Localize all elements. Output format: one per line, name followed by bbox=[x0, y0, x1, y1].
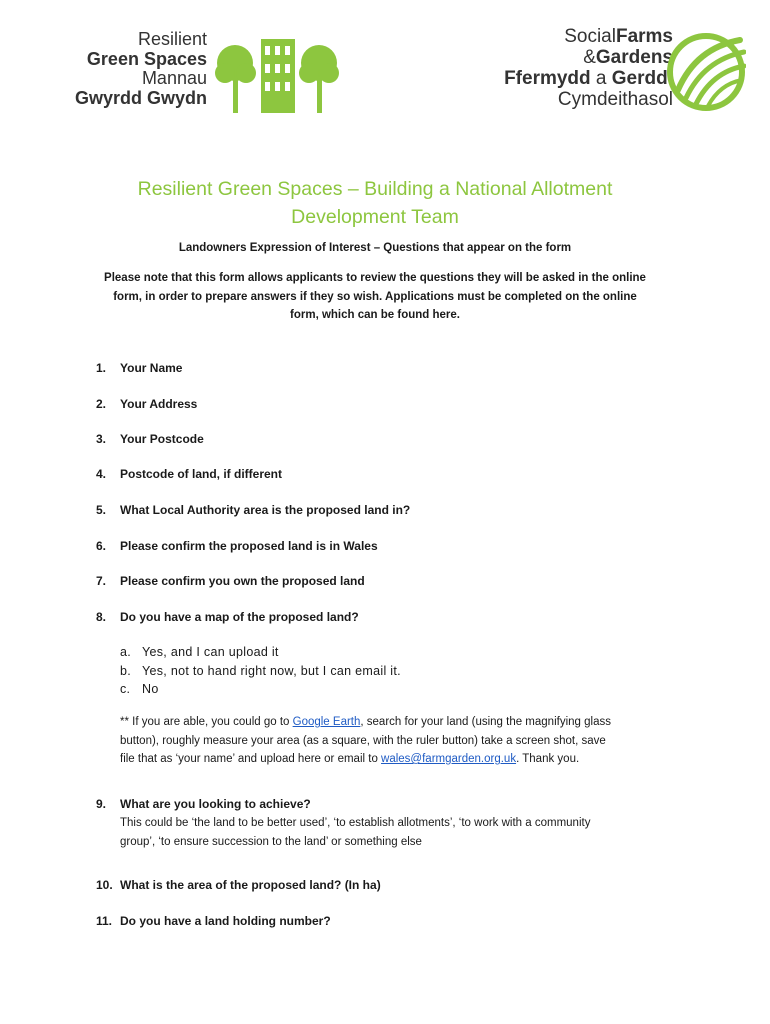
question-text: What Local Authority area is the proposed land in? bbox=[120, 503, 411, 517]
logo-line-gwyrdd-gwydn: Gwyrdd Gwydn bbox=[74, 87, 207, 108]
question-number: 6. bbox=[96, 539, 107, 553]
question-9 bbox=[96, 797, 311, 811]
question-6 bbox=[96, 539, 378, 553]
option-letter: b. bbox=[120, 663, 132, 678]
question-text: Your Address bbox=[120, 397, 198, 411]
tip-text: . Thank you. bbox=[516, 753, 580, 765]
question-number: 1. bbox=[96, 361, 107, 375]
question-9-hint bbox=[120, 814, 590, 851]
tip-text: , search for your land (using the magnifying glass bbox=[360, 716, 611, 728]
question-number: 11. bbox=[96, 914, 113, 928]
option-text: No bbox=[142, 682, 159, 696]
sfg-gerddi: Gerddi bbox=[611, 68, 673, 89]
tip-line-2: button), roughly measure your area (as a square, with the ruler button) take a screen shot, save bbox=[120, 734, 606, 747]
leaf-swirl-icon bbox=[666, 28, 746, 112]
question-number: 9. bbox=[96, 797, 107, 811]
trees-building-icon bbox=[215, 35, 339, 115]
title-line-1: Resilient Green Spaces – Building a National Allotment bbox=[137, 178, 613, 200]
sfg-a: a bbox=[590, 68, 612, 89]
tip-text: ** If you are able, you could go to bbox=[120, 716, 293, 728]
question-text: Do you have a land holding number? bbox=[120, 914, 331, 928]
question-number: 5. bbox=[96, 503, 107, 517]
hint-line-2: group’, ‘to ensure succession to the land’ or something else bbox=[120, 835, 422, 848]
sfg-line-ffermydd bbox=[458, 68, 673, 89]
logo-line-resilient: Resilient bbox=[137, 29, 207, 49]
question-5 bbox=[96, 503, 410, 517]
question-number: 3. bbox=[96, 432, 107, 446]
map-option-a bbox=[120, 643, 401, 662]
sfg-social: Social bbox=[564, 26, 616, 47]
question-text: Do you have a map of the proposed land? bbox=[120, 610, 359, 624]
question-number: 7. bbox=[96, 574, 107, 588]
question-text: What is the area of the proposed land? (In ha) bbox=[120, 878, 381, 892]
logo-line-green-spaces: Green Spaces bbox=[86, 48, 207, 69]
question-number: 10. bbox=[96, 878, 113, 892]
hint-line-1: This could be ‘the land to be better used’, ‘to establish allotments’, ‘to work with a community bbox=[120, 817, 591, 829]
question-text: Postcode of land, if different bbox=[120, 467, 283, 481]
question-11 bbox=[96, 914, 331, 928]
sfg-ampersand: & bbox=[583, 47, 596, 68]
sfg-ffermydd: Ffermydd bbox=[504, 68, 591, 89]
option-letter: a. bbox=[120, 645, 132, 659]
sfg-line-social-farms bbox=[458, 26, 673, 47]
social-farms-gardens-logo bbox=[458, 26, 748, 116]
question-8 bbox=[96, 610, 359, 624]
logo-line-mannau: Mannau bbox=[141, 68, 207, 88]
question-2 bbox=[96, 397, 197, 411]
question-text: Your Postcode bbox=[120, 432, 204, 446]
question-3 bbox=[96, 432, 204, 446]
title-line-2: Development Team bbox=[291, 206, 459, 228]
tip-text: file that as ‘your name’ and upload here or email to bbox=[120, 753, 382, 765]
question-4 bbox=[96, 467, 282, 481]
note-line-2: form, in order to prepare answers if they so wish. Applications must be completed on the online bbox=[113, 290, 637, 303]
tip-line-3 bbox=[120, 750, 690, 769]
resilient-green-spaces-logo bbox=[42, 30, 342, 120]
question-number: 2. bbox=[96, 397, 107, 411]
sfg-line-gardens bbox=[458, 47, 673, 68]
option-text: Yes, and I can upload it bbox=[142, 645, 279, 659]
question-10 bbox=[96, 878, 381, 892]
google-earth-link[interactable]: Google Earth bbox=[292, 716, 361, 728]
logo-text bbox=[42, 30, 207, 108]
question-1 bbox=[96, 361, 182, 375]
question-text: Please confirm you own the proposed land bbox=[120, 574, 365, 588]
map-option-b bbox=[120, 662, 401, 681]
question-number: 4. bbox=[96, 467, 107, 481]
document-title bbox=[60, 175, 690, 231]
sfg-farms: Farms bbox=[615, 26, 673, 47]
document-subtitle: Landowners Expression of Interest – Questions that appear on the form bbox=[178, 242, 572, 254]
note-line-1: Please note that this form allows applicants to review the questions they will be asked in the online bbox=[104, 272, 646, 284]
email-link[interactable]: wales@farmgarden.org.uk bbox=[381, 753, 517, 765]
intro-note bbox=[70, 269, 680, 325]
map-tip-paragraph bbox=[120, 713, 690, 769]
question-text: What are you looking to achieve? bbox=[120, 797, 311, 811]
question-7 bbox=[96, 574, 365, 588]
option-letter: c. bbox=[120, 682, 131, 696]
sfg-line-cymdeithasol: Cymdeithasol bbox=[557, 89, 673, 110]
sfg-gardens: Gardens bbox=[595, 47, 673, 68]
question-number: 8. bbox=[96, 610, 107, 624]
map-options-list bbox=[120, 643, 401, 699]
map-option-c bbox=[120, 680, 401, 699]
note-line-3: form, which can be found here. bbox=[290, 309, 460, 321]
question-text: Your Name bbox=[120, 361, 183, 375]
tip-line-1 bbox=[120, 713, 690, 732]
question-text: Please confirm the proposed land is in Wales bbox=[120, 539, 378, 553]
sfg-logo-text bbox=[458, 26, 673, 110]
option-text: Yes, not to hand right now, but I can email it. bbox=[142, 663, 401, 678]
